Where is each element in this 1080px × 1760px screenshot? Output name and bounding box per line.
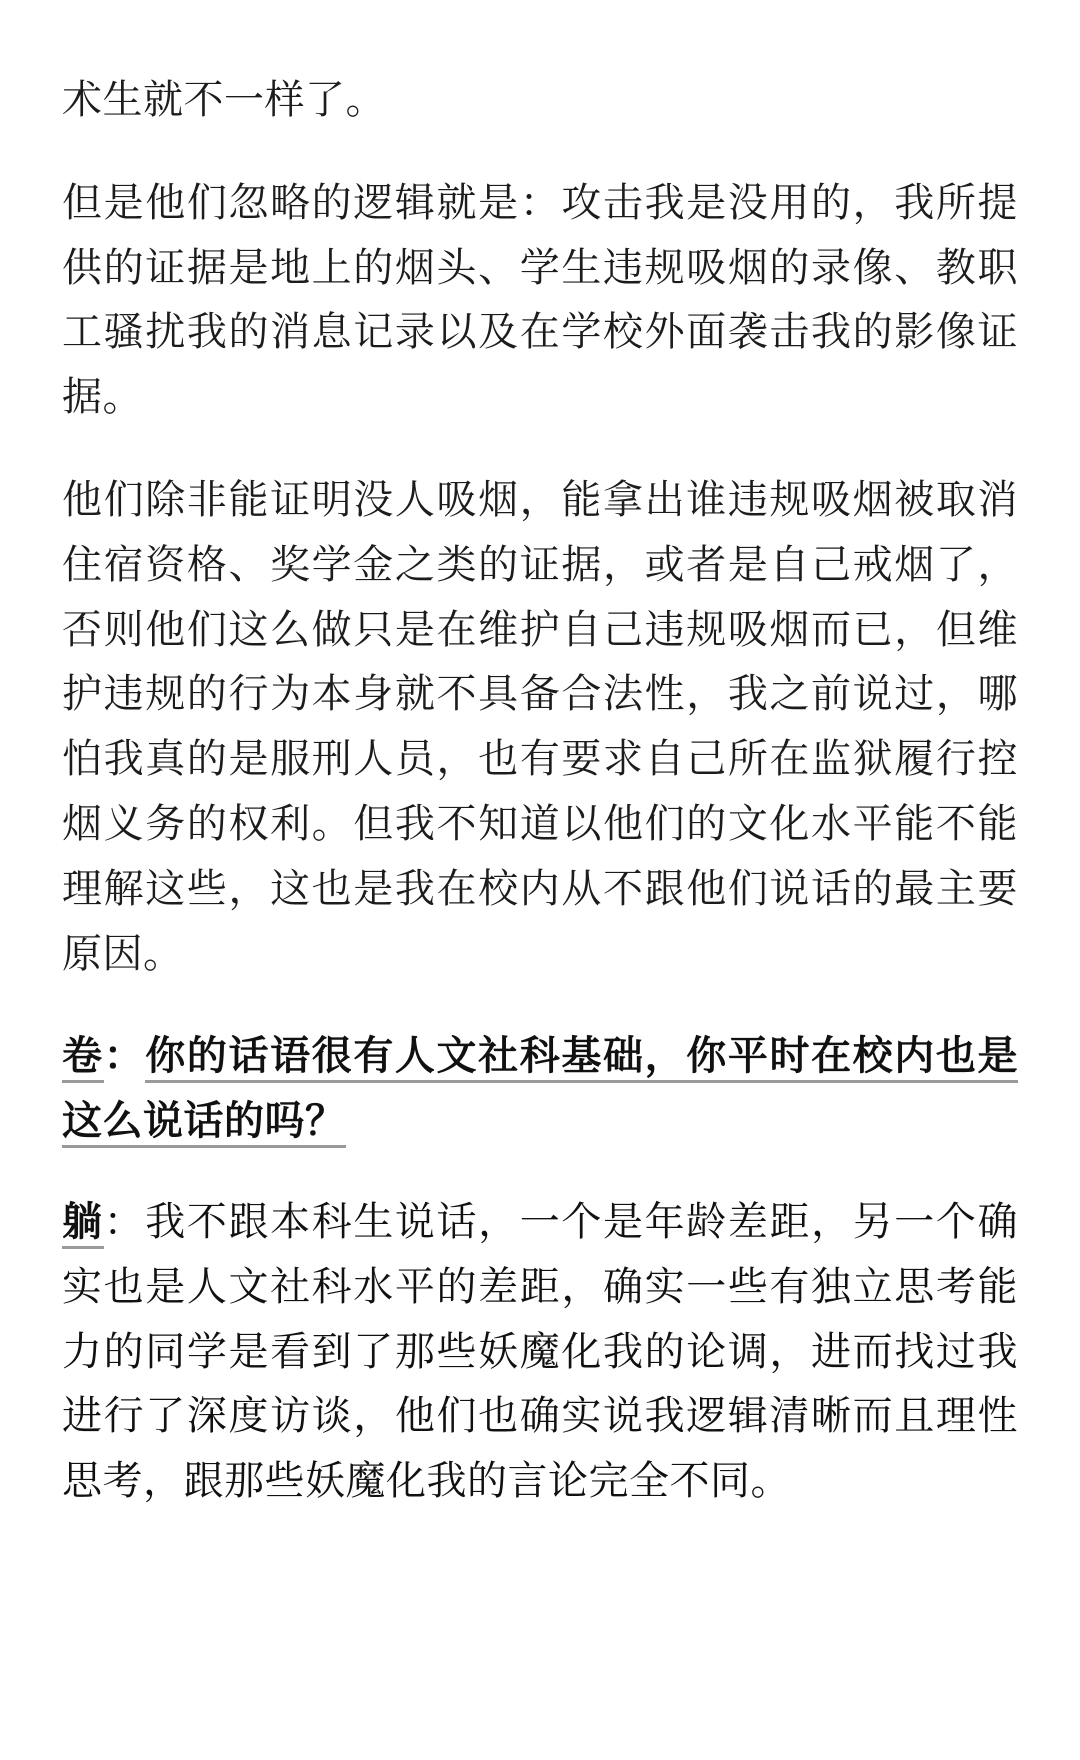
qa-separator: ：: [103, 1199, 146, 1244]
qa-answer-text: 我不跟本科生说话，一个是年龄差距，另一个确实也是人文社科水平的差距，确实一些有独立思考能力的同学是看到了那些妖魔化我的论调，进而找过我进行了深度访谈，他们也确实说我逻辑清晰而且理性思考，跟那些妖魔化我的言论完全不同。: [62, 1199, 1019, 1504]
paragraph: 术生就不一样了。: [62, 78, 386, 122]
qa-answer: [62, 1190, 1018, 1514]
paragraph: 他们除非能证明没人吸烟，能拿出谁违规吸烟被取消住宿资格、奖学金之类的证据，或者是自己戒烟了，否则他们这么做只是在维护自己违规吸烟而已，但维护违规的行为本身就不具备合法性，我之前说过，哪怕我真的是服刑人员，也有要求自己所在监狱履行控烟义务的权利。但我不知道以他们的文化水平能不能理解这些，这也是我在校内从不跟他们说话的最主要原因。: [62, 477, 1018, 976]
qa-speaker-label: 卷: [62, 1034, 104, 1083]
qa-question-text: 你的话语很有人文社科基础，你平时在校内也是这么说话的吗？: [62, 1034, 1018, 1148]
paragraph: 但是他们忽略的逻辑就是：攻击我是没用的，我所提供的证据是地上的烟头、学生违规吸烟的录像、教职工骚扰我的消息记录以及在学校外面袭击我的影像证据。: [62, 180, 1018, 420]
qa-separator: ：: [103, 1034, 146, 1079]
qa-speaker-label: 躺: [62, 1200, 104, 1249]
qa-question: [62, 1024, 1018, 1154]
